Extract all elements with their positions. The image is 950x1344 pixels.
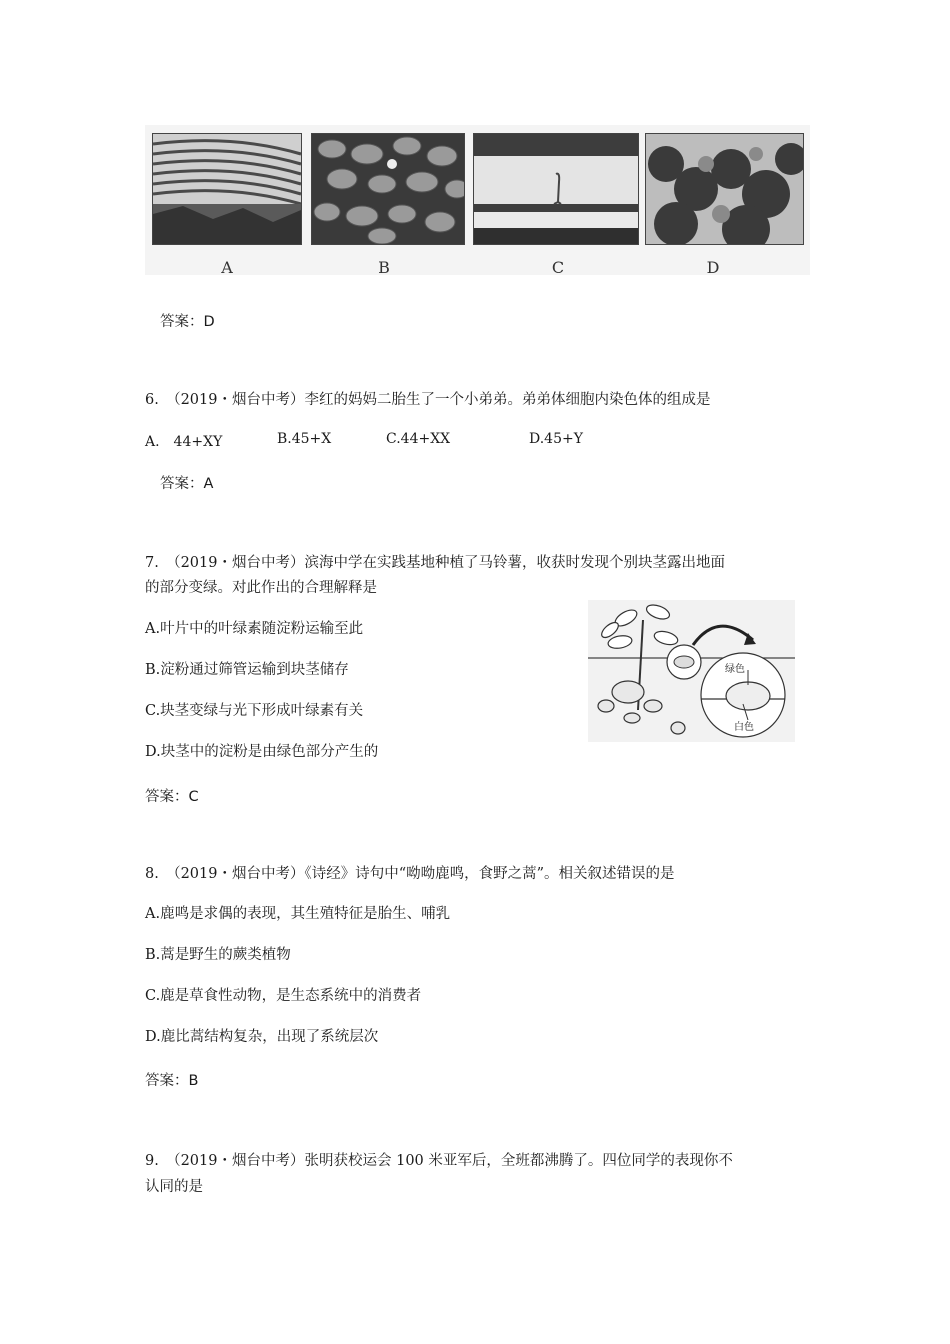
q7-answer: 答案：C [145, 789, 199, 805]
q9-stem-line2: 认同的是 [145, 1179, 203, 1195]
photo-label-a: A [221, 258, 233, 277]
q8-option-c: C.鹿是草食性动物，是生态系统中的消费者 [145, 988, 422, 1004]
q8-option-d: D.鹿比蒿结构复杂，出现了系统层次 [145, 1029, 379, 1045]
q6-option-a: A. 44+XY [145, 434, 223, 450]
q7-option-a: A.叶片中的叶绿素随淀粉运输至此 [145, 621, 364, 637]
q6-option-d: D.45+Y [529, 431, 583, 447]
photo-label-c: C [551, 258, 565, 277]
photo-label-d: D [706, 258, 720, 277]
photo-a-terraced-field [152, 133, 302, 245]
q6-stem: 6. （2019・烟台中考）李红的妈妈二胎生了一个小弟弟。弟弟体细胞内染色体的组成是 [145, 392, 711, 408]
photo-b-lily-pads [311, 133, 465, 245]
q9-stem-line1: 9. （2019・烟台中考）张明获校运会 100 米亚军后，全班都沸腾了。四位同学的表现你不 [145, 1153, 733, 1169]
q6-answer: 答案：A [160, 476, 214, 492]
q7-option-c: C.块茎变绿与光下形成叶绿素有关 [145, 703, 364, 719]
q7-stem-line1: 7. （2019・烟台中考）滨海中学在实践基地种植了马铃薯，收获时发现个别块茎露出地面 [145, 555, 725, 571]
photo-label-b: B [378, 258, 390, 277]
q8-option-b: B.蒿是野生的蕨类植物 [145, 947, 291, 963]
label-white: 白色 [734, 722, 754, 733]
q6-option-c: C.44+XX [386, 431, 451, 447]
q6-option-b: B.45+X [277, 431, 332, 447]
q7-option-b: B.淀粉通过筛管运输到块茎储存 [145, 662, 349, 678]
q7-stem-line2: 的部分变绿。对此作出的合理解释是 [145, 580, 377, 596]
photo-c-wetland-heron [473, 133, 639, 245]
q5-answer: 答案：D [160, 314, 215, 330]
potato-plant-figure [588, 600, 795, 742]
q7-option-d: D.块茎中的淀粉是由绿色部分产生的 [145, 744, 379, 760]
q8-answer: 答案：B [145, 1073, 199, 1089]
photo-d-forest [645, 133, 804, 245]
q8-stem: 8. （2019・烟台中考）《诗经》诗句中“呦呦鹿鸣，食野之蒿”。相关叙述错误的是 [145, 866, 675, 882]
label-green: 绿色 [725, 664, 745, 675]
q8-option-a: A.鹿鸣是求偶的表现，其生殖特征是胎生、哺乳 [145, 906, 451, 922]
